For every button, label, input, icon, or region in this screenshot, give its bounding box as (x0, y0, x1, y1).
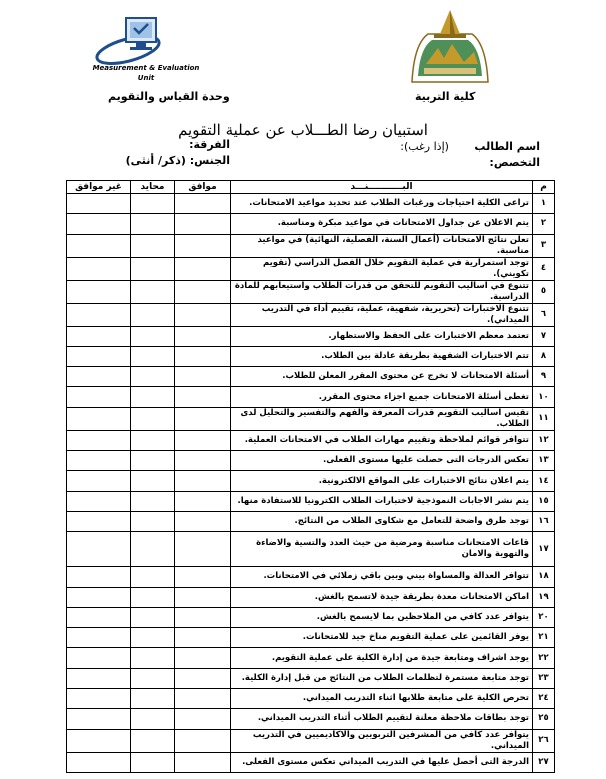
row-number: ١٤ (533, 471, 555, 491)
row-statement: تتنوع في اساليب التقويم للتحقق من قدرات الطلاب واستيعابهم للمادة الدراسية. (231, 280, 533, 303)
neutral-cell[interactable] (131, 607, 175, 627)
agree-cell[interactable] (175, 628, 231, 648)
disagree-cell[interactable] (67, 214, 131, 234)
disagree-cell[interactable] (67, 511, 131, 531)
header-neutral: محايد (131, 181, 175, 194)
table-header-row (67, 181, 555, 194)
student-name-hint: (إذا رغب): (400, 140, 449, 153)
row-number: ٢٣ (533, 668, 555, 688)
neutral-cell[interactable] (131, 451, 175, 471)
survey-body (67, 194, 555, 773)
neutral-cell[interactable] (131, 280, 175, 303)
neutral-cell[interactable] (131, 234, 175, 257)
table-row (67, 511, 555, 531)
row-statement: تقيس اساليب التقويم قدرات المعرفة والفهم والتفسير والتحليل لدى الطلاب. (231, 407, 533, 430)
student-name-label: اسم الطالب (474, 140, 540, 153)
row-number: ٢٢ (533, 648, 555, 668)
row-number: ٩ (533, 367, 555, 387)
table-row (67, 326, 555, 346)
major-label: التخصص: (489, 156, 540, 169)
header-item: البـــــــــــنـــد (231, 181, 533, 194)
agree-cell[interactable] (175, 346, 231, 366)
disagree-cell[interactable] (67, 729, 131, 752)
table-row (67, 471, 555, 491)
table-row (67, 407, 555, 430)
disagree-cell[interactable] (67, 532, 131, 567)
row-statement: يوفر القائمين على عملية التقويم مناخ جيد للامتحانات. (231, 628, 533, 648)
neutral-cell[interactable] (131, 752, 175, 772)
agree-cell[interactable] (175, 303, 231, 326)
row-number: ١٦ (533, 511, 555, 531)
table-row (67, 387, 555, 407)
table-row (67, 194, 555, 214)
disagree-cell[interactable] (67, 648, 131, 668)
agree-cell[interactable] (175, 234, 231, 257)
neutral-cell[interactable] (131, 648, 175, 668)
disagree-cell[interactable] (67, 346, 131, 366)
table-row (67, 491, 555, 511)
row-statement: يتم الاعلان عن جداول الامتحانات في مواعيد مبكرة ومناسبة. (231, 214, 533, 234)
row-statement: قاعات الامتحانات مناسبة ومرضية من حيث العدد والتسية والاضاءة والتهوية والامان (231, 532, 533, 567)
row-statement: أسئلة الامتحانات لا تخرج عن محتوى المقرر المعلن للطلاب. (231, 367, 533, 387)
disagree-cell[interactable] (67, 567, 131, 587)
grade-field (189, 138, 230, 151)
row-statement: اماكن الامتحانات معدة بطريقة جيدة لاتسمح بالغش. (231, 587, 533, 607)
header-agree: موافق (175, 181, 231, 194)
disagree-cell[interactable] (67, 587, 131, 607)
major-field (489, 156, 540, 169)
agree-cell[interactable] (175, 729, 231, 752)
row-number: ٢٦ (533, 729, 555, 752)
row-statement: تراعى الكلية احتياجات ورغبات الطلاب عند تحديد مواعيد الامتحانات. (231, 194, 533, 214)
disagree-cell[interactable] (67, 257, 131, 280)
agree-cell[interactable] (175, 407, 231, 430)
disagree-cell[interactable] (67, 491, 131, 511)
gender-label: الجنس: (ذكر/ أنثى) (125, 154, 230, 167)
row-number: ٢٥ (533, 709, 555, 729)
row-statement: يتوافر عدد كافي من الملاحظين بما لايسمح بالغش. (231, 607, 533, 627)
row-number: ١٣ (533, 451, 555, 471)
row-statement: تتم الاختبارات الشفهية بطريقة عادلة بين الطلاب. (231, 346, 533, 366)
disagree-cell[interactable] (67, 430, 131, 450)
row-number: ٢٧ (533, 752, 555, 772)
disagree-cell[interactable] (67, 194, 131, 214)
disagree-cell[interactable] (67, 367, 131, 387)
agree-cell[interactable] (175, 387, 231, 407)
row-number: ٦ (533, 303, 555, 326)
table-row (67, 367, 555, 387)
agree-cell[interactable] (175, 194, 231, 214)
row-statement: يتم اعلان نتائج الاختبارات على المواقع الالكترونية. (231, 471, 533, 491)
table-row (67, 234, 555, 257)
neutral-cell[interactable] (131, 532, 175, 567)
row-number: ١١ (533, 407, 555, 430)
neutral-cell[interactable] (131, 194, 175, 214)
unit-logo-text: Measurement & Evaluation (92, 64, 200, 72)
unit-logo-subtext: Unit (137, 74, 155, 82)
university-emblem (408, 4, 492, 84)
row-statement: تتوافر قوائم لملاحظة وتقييم مهارات الطلاب في الامتحانات العملية. (231, 430, 533, 450)
survey-title: استبيان رضا الطـــلاب عن عملية التقويم (178, 121, 428, 139)
neutral-cell[interactable] (131, 367, 175, 387)
row-number: ٢ (533, 214, 555, 234)
neutral-cell[interactable] (131, 511, 175, 531)
table-row (67, 430, 555, 450)
agree-cell[interactable] (175, 689, 231, 709)
neutral-cell[interactable] (131, 567, 175, 587)
disagree-cell[interactable] (67, 303, 131, 326)
table-row (67, 752, 555, 772)
table-row (67, 729, 555, 752)
agree-cell[interactable] (175, 668, 231, 688)
row-number: ١٨ (533, 567, 555, 587)
agree-cell[interactable] (175, 709, 231, 729)
row-number: ١٩ (533, 587, 555, 607)
table-row (67, 532, 555, 567)
row-number: ١ (533, 194, 555, 214)
row-statement: يتوافر عدد كافي من المشرفين التربويين والاكاديميين في التدريب الميداني. (231, 729, 533, 752)
agree-cell[interactable] (175, 471, 231, 491)
agree-cell[interactable] (175, 752, 231, 772)
row-statement: توجد طرق واضحة للتعامل مع شكاوى الطلاب من النتائج. (231, 511, 533, 531)
row-statement: تحرص الكلية على متابعة طلابها اثناء التدريب الميداني. (231, 689, 533, 709)
table-row (67, 587, 555, 607)
row-number: ٥ (533, 280, 555, 303)
row-number: ١٧ (533, 532, 555, 567)
disagree-cell[interactable] (67, 628, 131, 648)
measurement-unit-logo (90, 8, 200, 86)
row-statement: تتنوع الاختبارات (تحريرية، شفهية، عملية، تقييم أداء في التدريب الميداني). (231, 303, 533, 326)
neutral-cell[interactable] (131, 729, 175, 752)
table-row (67, 668, 555, 688)
agree-cell[interactable] (175, 607, 231, 627)
neutral-cell[interactable] (131, 689, 175, 709)
neutral-cell[interactable] (131, 491, 175, 511)
row-number: ٧ (533, 326, 555, 346)
agree-cell[interactable] (175, 648, 231, 668)
row-statement: توجد بطاقات ملاحظة معلنة لتقييم الطلاب أثناء التدريب الميداني. (231, 709, 533, 729)
neutral-cell[interactable] (131, 709, 175, 729)
table-row (67, 607, 555, 627)
row-number: ٢١ (533, 628, 555, 648)
row-statement: توجد استمرارية في عملية التقويم خلال الفصل الدراسي (تقويم تكويني). (231, 257, 533, 280)
row-number: ١٥ (533, 491, 555, 511)
table-row (67, 709, 555, 729)
disagree-cell[interactable] (67, 607, 131, 627)
neutral-cell[interactable] (131, 430, 175, 450)
table-row (67, 346, 555, 366)
row-number: ٨ (533, 346, 555, 366)
neutral-cell[interactable] (131, 407, 175, 430)
agree-cell[interactable] (175, 491, 231, 511)
survey-table (66, 180, 555, 773)
agree-cell[interactable] (175, 532, 231, 567)
disagree-cell[interactable] (67, 451, 131, 471)
student-name-field (400, 140, 540, 153)
neutral-cell[interactable] (131, 257, 175, 280)
row-statement: يوجد اشراف ومتابعة جيدة من إدارة الكلية على عملية التقويم. (231, 648, 533, 668)
disagree-cell[interactable] (67, 471, 131, 491)
agree-cell[interactable] (175, 430, 231, 450)
table-row (67, 628, 555, 648)
disagree-cell[interactable] (67, 234, 131, 257)
disagree-cell[interactable] (67, 668, 131, 688)
table-row (67, 214, 555, 234)
grade-label: الفرقة: (189, 138, 230, 151)
table-row (67, 451, 555, 471)
disagree-cell[interactable] (67, 689, 131, 709)
row-statement: توجد متابعة مستمرة لتظلمات الطلاب من النتائج من قبل إدارة الكلية. (231, 668, 533, 688)
neutral-cell[interactable] (131, 303, 175, 326)
agree-cell[interactable] (175, 587, 231, 607)
agree-cell[interactable] (175, 451, 231, 471)
faculty-name: كلية التربية (415, 90, 476, 103)
row-number: ٢٠ (533, 607, 555, 627)
agree-cell[interactable] (175, 326, 231, 346)
agree-cell[interactable] (175, 214, 231, 234)
table-row (67, 280, 555, 303)
neutral-cell[interactable] (131, 214, 175, 234)
row-number: ٤ (533, 257, 555, 280)
neutral-cell[interactable] (131, 471, 175, 491)
neutral-cell[interactable] (131, 387, 175, 407)
disagree-cell[interactable] (67, 752, 131, 772)
table-row (67, 689, 555, 709)
row-statement: تعلن نتائج الامتحانات (أعمال السنة، الفصلية، النهائية) في مواعيد مناسبة. (231, 234, 533, 257)
agree-cell[interactable] (175, 280, 231, 303)
table-row (67, 257, 555, 280)
neutral-cell[interactable] (131, 587, 175, 607)
disagree-cell[interactable] (67, 280, 131, 303)
disagree-cell[interactable] (67, 709, 131, 729)
disagree-cell[interactable] (67, 387, 131, 407)
row-statement: تتوافر العدالة والمساواة بيني وبين باقي زملائي في الامتحانات. (231, 567, 533, 587)
row-statement: تعتمد معظم الاختبارات على الحفظ والاستظهار. (231, 326, 533, 346)
table-row (67, 303, 555, 326)
neutral-cell[interactable] (131, 326, 175, 346)
table-row (67, 567, 555, 587)
row-number: ١٢ (533, 430, 555, 450)
row-statement: تغطى أسئلة الامتحانات جميع اجزاء محتوى المقرر. (231, 387, 533, 407)
header-num: م (533, 181, 555, 194)
agree-cell[interactable] (175, 567, 231, 587)
neutral-cell[interactable] (131, 668, 175, 688)
neutral-cell[interactable] (131, 628, 175, 648)
row-number: ١٠ (533, 387, 555, 407)
table-row (67, 648, 555, 668)
disagree-cell[interactable] (67, 407, 131, 430)
row-statement: يتم نشر الاجابات النموذجية لاختبارات الطلاب الكترونيا للاستفادة منها. (231, 491, 533, 511)
agree-cell[interactable] (175, 367, 231, 387)
agree-cell[interactable] (175, 511, 231, 531)
neutral-cell[interactable] (131, 346, 175, 366)
row-number: ٢٤ (533, 689, 555, 709)
header-disagree: غير موافق (67, 181, 131, 194)
unit-name: وحدة القياس والتقويم (108, 90, 230, 103)
disagree-cell[interactable] (67, 326, 131, 346)
row-statement: الدرجة التى أحصل عليها في التدريب الميداني تعكس مستوى الفعلى. (231, 752, 533, 772)
gender-field (126, 154, 230, 167)
row-number: ٣ (533, 234, 555, 257)
row-statement: تعكس الدرجات التى حصلت عليها مستوى الفعلى. (231, 451, 533, 471)
agree-cell[interactable] (175, 257, 231, 280)
